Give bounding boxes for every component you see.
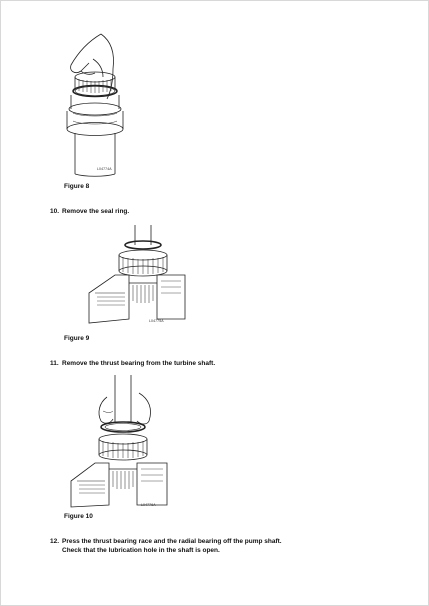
figure-10-code: L04776A bbox=[141, 503, 156, 507]
figure-8-code: L04774A bbox=[97, 167, 112, 171]
step-11 bbox=[50, 359, 215, 368]
step-12-text: Press the thrust bearing race and the radial bearing off the pump shaft. bbox=[62, 538, 282, 545]
figure-10-illustration bbox=[67, 373, 177, 511]
step-10-text: Remove the seal ring. bbox=[62, 208, 130, 215]
step-10-number: 10. bbox=[50, 208, 60, 215]
figure-8-illustration bbox=[41, 29, 151, 179]
step-12-number: 12. bbox=[50, 538, 60, 545]
figure-9-caption: Figure 9 bbox=[64, 335, 90, 342]
step-10 bbox=[50, 207, 129, 216]
figure-9-code: L04775A bbox=[149, 319, 164, 323]
step-12 bbox=[50, 537, 282, 555]
step-12-text-line2: Check that the lubrication hole in the shaft is open. bbox=[62, 547, 220, 554]
figure-10-caption: Figure 10 bbox=[64, 513, 93, 520]
figure-8-caption: Figure 8 bbox=[64, 183, 90, 190]
step-11-text: Remove the thrust bearing from the turbine shaft. bbox=[62, 360, 216, 367]
figure-9-illustration bbox=[85, 223, 191, 327]
step-11-number: 11. bbox=[50, 360, 59, 367]
